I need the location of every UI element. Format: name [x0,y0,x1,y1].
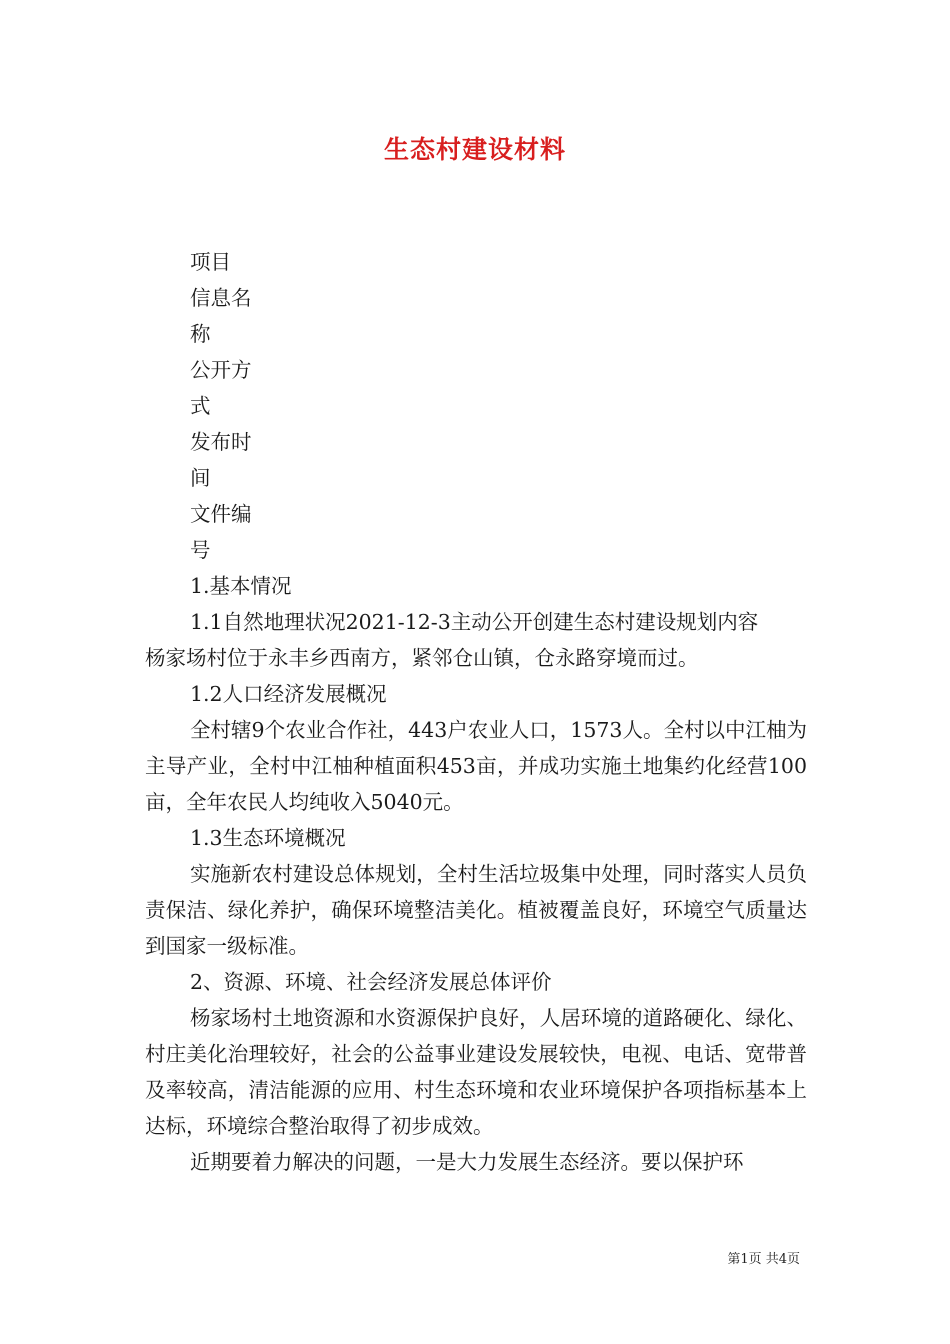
paragraph: 杨家场村位于永丰乡西南方，紧邻仓山镇，仓永路穿境而过。 [145,646,699,670]
label-line: 发布时 [190,430,252,454]
label-line: 称 [190,322,211,346]
section-line: 1.1自然地理状况2021-12-3主动公开创建生态村建设规划内容 [190,610,759,634]
document-body [145,244,807,1180]
paragraph: 近期要着力解决的问题，一是大力发展生态经济。要以保护环 [190,1150,744,1174]
label-line: 信息名 [190,286,252,310]
paragraph: 全村辖9个农业合作社，443户农业人口，1573人。全村以中江柚为主导产业，全村中江柚种植面积453亩，并成功实施土地集约化经营100亩，全年农民人均纯收入5040元。 [145,718,807,814]
paragraph: 实施新农村建设总体规划，全村生活垃圾集中处理，同时落实人员负责保洁、绿化养护，确保环境整洁美化。植被覆盖良好，环境空气质量达到国家一级标准。 [145,862,807,958]
section-heading: 1.3生态环境概况 [190,826,346,850]
label-line: 号 [190,538,211,562]
section-heading: 2、资源、环境、社会经济发展总体评价 [190,970,552,994]
section-heading: 1.2人口经济发展概况 [190,682,387,706]
label-line: 式 [190,394,211,418]
section-heading: 1.基本情况 [190,574,292,598]
label-line: 文件编 [190,502,252,526]
paragraph: 杨家场村土地资源和水资源保护良好，人居环境的道路硬化、绿化、村庄美化治理较好，社会的公益事业建设发展较快，电视、电话、宽带普及率较高，清洁能源的应用、村生态环境和农业环境保护各项指标基本上达标，环境综合整治取得了初步成效。 [145,1006,807,1138]
label-line: 项目 [190,250,231,274]
document-title: 生态村建设材料 [383,135,566,164]
label-line: 间 [190,466,211,490]
label-line: 公开方 [190,358,252,382]
page-indicator: 第1页 共4页 [727,1252,800,1267]
